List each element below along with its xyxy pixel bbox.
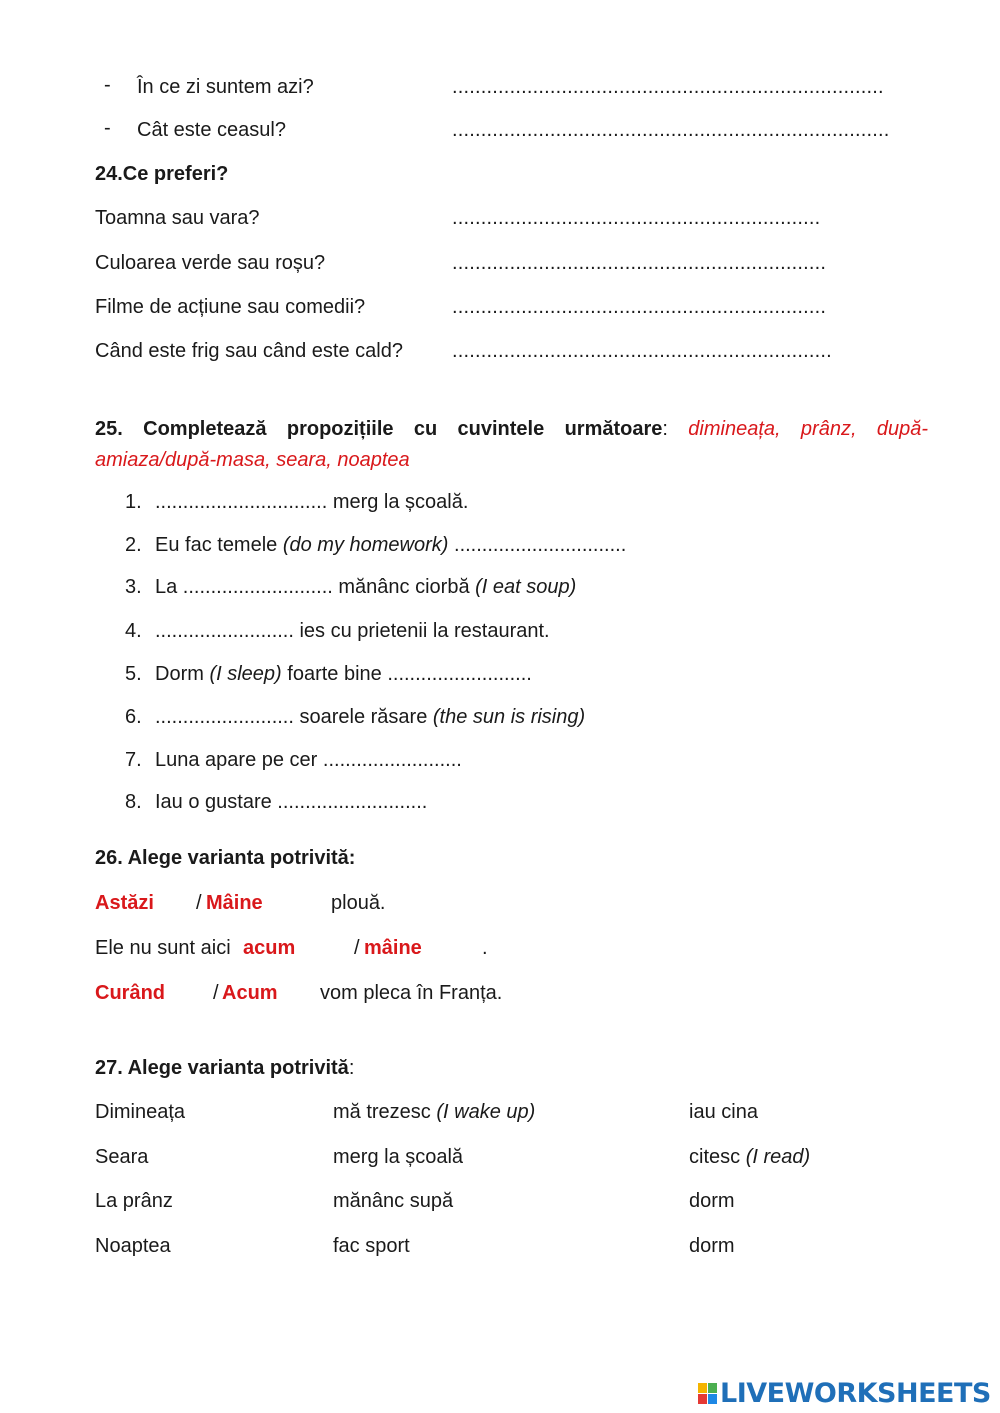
sentence-item[interactable]: ......................... ies cu prietenii la restaurant. (155, 620, 550, 642)
preference-question: Filme de acțiune sau comedii? (95, 296, 366, 318)
sentence-end: . (482, 937, 488, 959)
liveworksheets-logo (698, 1378, 991, 1409)
choice-separator: / (196, 892, 202, 914)
sentence-rest: plouă. (331, 892, 386, 914)
item-number: 7. (125, 749, 142, 771)
sentence-item[interactable]: ......................... soarele răsare (the sun is rising) (155, 706, 586, 728)
match-col2-item[interactable]: merg la școală (333, 1146, 464, 1168)
match-col3-item[interactable]: dorm (689, 1190, 735, 1212)
match-col2-item[interactable]: fac sport (333, 1235, 410, 1257)
sentence-item[interactable]: Eu fac temele (do my homework) ............................... (155, 534, 627, 556)
answer-blank[interactable]: .................................................................. (452, 340, 832, 362)
sentence-start: Ele nu sunt aici (95, 937, 231, 959)
sentence-item[interactable]: Dorm (I sleep) foarte bine .......................... (155, 663, 532, 685)
logo-blocks-icon (698, 1383, 717, 1404)
sentence-item[interactable]: La ........................... mănânc ciorbă (I eat soup) (155, 576, 577, 598)
match-col1-item[interactable]: La prânz (95, 1190, 173, 1212)
item-number: 2. (125, 534, 142, 556)
colon: : (662, 418, 689, 440)
answer-blank[interactable]: ................................................................. (452, 252, 827, 274)
bullet-dash: - (104, 117, 111, 139)
match-col2-item[interactable]: mănânc supă (333, 1190, 454, 1212)
sentence-item[interactable]: Luna apare pe cer ......................... (155, 749, 462, 771)
answer-blank[interactable]: ................................................................ (452, 207, 821, 229)
sentence-item[interactable]: ............................... merg la școală. (155, 491, 469, 513)
item-number: 5. (125, 663, 142, 685)
match-col1-item[interactable]: Noaptea (95, 1235, 171, 1257)
match-col3-item[interactable]: iau cina (689, 1101, 758, 1123)
choice-option[interactable]: Acum (222, 982, 278, 1004)
section-27-heading: 27. Alege varianta potrivită: (95, 1057, 355, 1079)
preference-question: Culoarea verde sau roșu? (95, 252, 326, 274)
item-number: 6. (125, 706, 142, 728)
choice-separator: / (354, 937, 360, 959)
answer-blank[interactable]: ................................................................. (452, 296, 827, 318)
preference-question: Când este frig sau când este cald? (95, 340, 403, 362)
match-col1-item[interactable]: Seara (95, 1146, 149, 1168)
section-26-title: 26. Alege varianta potrivită: (95, 847, 356, 869)
choice-option[interactable]: Mâine (206, 892, 263, 914)
choice-option[interactable]: acum (243, 937, 296, 959)
logo-text: LIVEWORKSHEETS (720, 1378, 991, 1409)
sentence-item[interactable]: Iau o gustare ........................... (155, 791, 428, 813)
section-24-title: 24.Ce preferi? (95, 163, 229, 185)
choice-option[interactable]: mâine (364, 937, 422, 959)
bullet-dash: - (104, 74, 111, 96)
question-text: Cât este ceasul? (137, 119, 286, 141)
item-number: 4. (125, 620, 142, 642)
section-25-title: 25. Completează propozițiile cu cuvintele următoare (95, 418, 663, 440)
sentence-rest: vom pleca în Franța. (320, 982, 503, 1004)
choice-option[interactable]: Astăzi (95, 892, 154, 914)
match-col1-item[interactable]: Dimineața (95, 1101, 186, 1123)
answer-blank[interactable]: ........................................................................... (452, 76, 884, 98)
preference-question: Toamna sau vara? (95, 207, 260, 229)
match-col2-item[interactable]: mă trezesc (I wake up) (333, 1101, 536, 1123)
choice-separator: / (213, 982, 219, 1004)
question-text: În ce zi suntem azi? (137, 76, 314, 98)
word-bank: dimineața, prânz, după-amiaza/după-masa, seara, noaptea (95, 418, 928, 471)
item-number: 1. (125, 491, 142, 513)
item-number: 3. (125, 576, 142, 598)
choice-option[interactable]: Curând (95, 982, 165, 1004)
section-27-title: 27. Alege varianta potrivită (95, 1057, 349, 1079)
answer-blank[interactable]: ............................................................................ (452, 119, 890, 141)
match-col3-item[interactable]: dorm (689, 1235, 735, 1257)
section-25-instructions (95, 414, 928, 476)
item-number: 8. (125, 791, 142, 813)
match-col3-item[interactable]: citesc (I read) (689, 1146, 811, 1168)
